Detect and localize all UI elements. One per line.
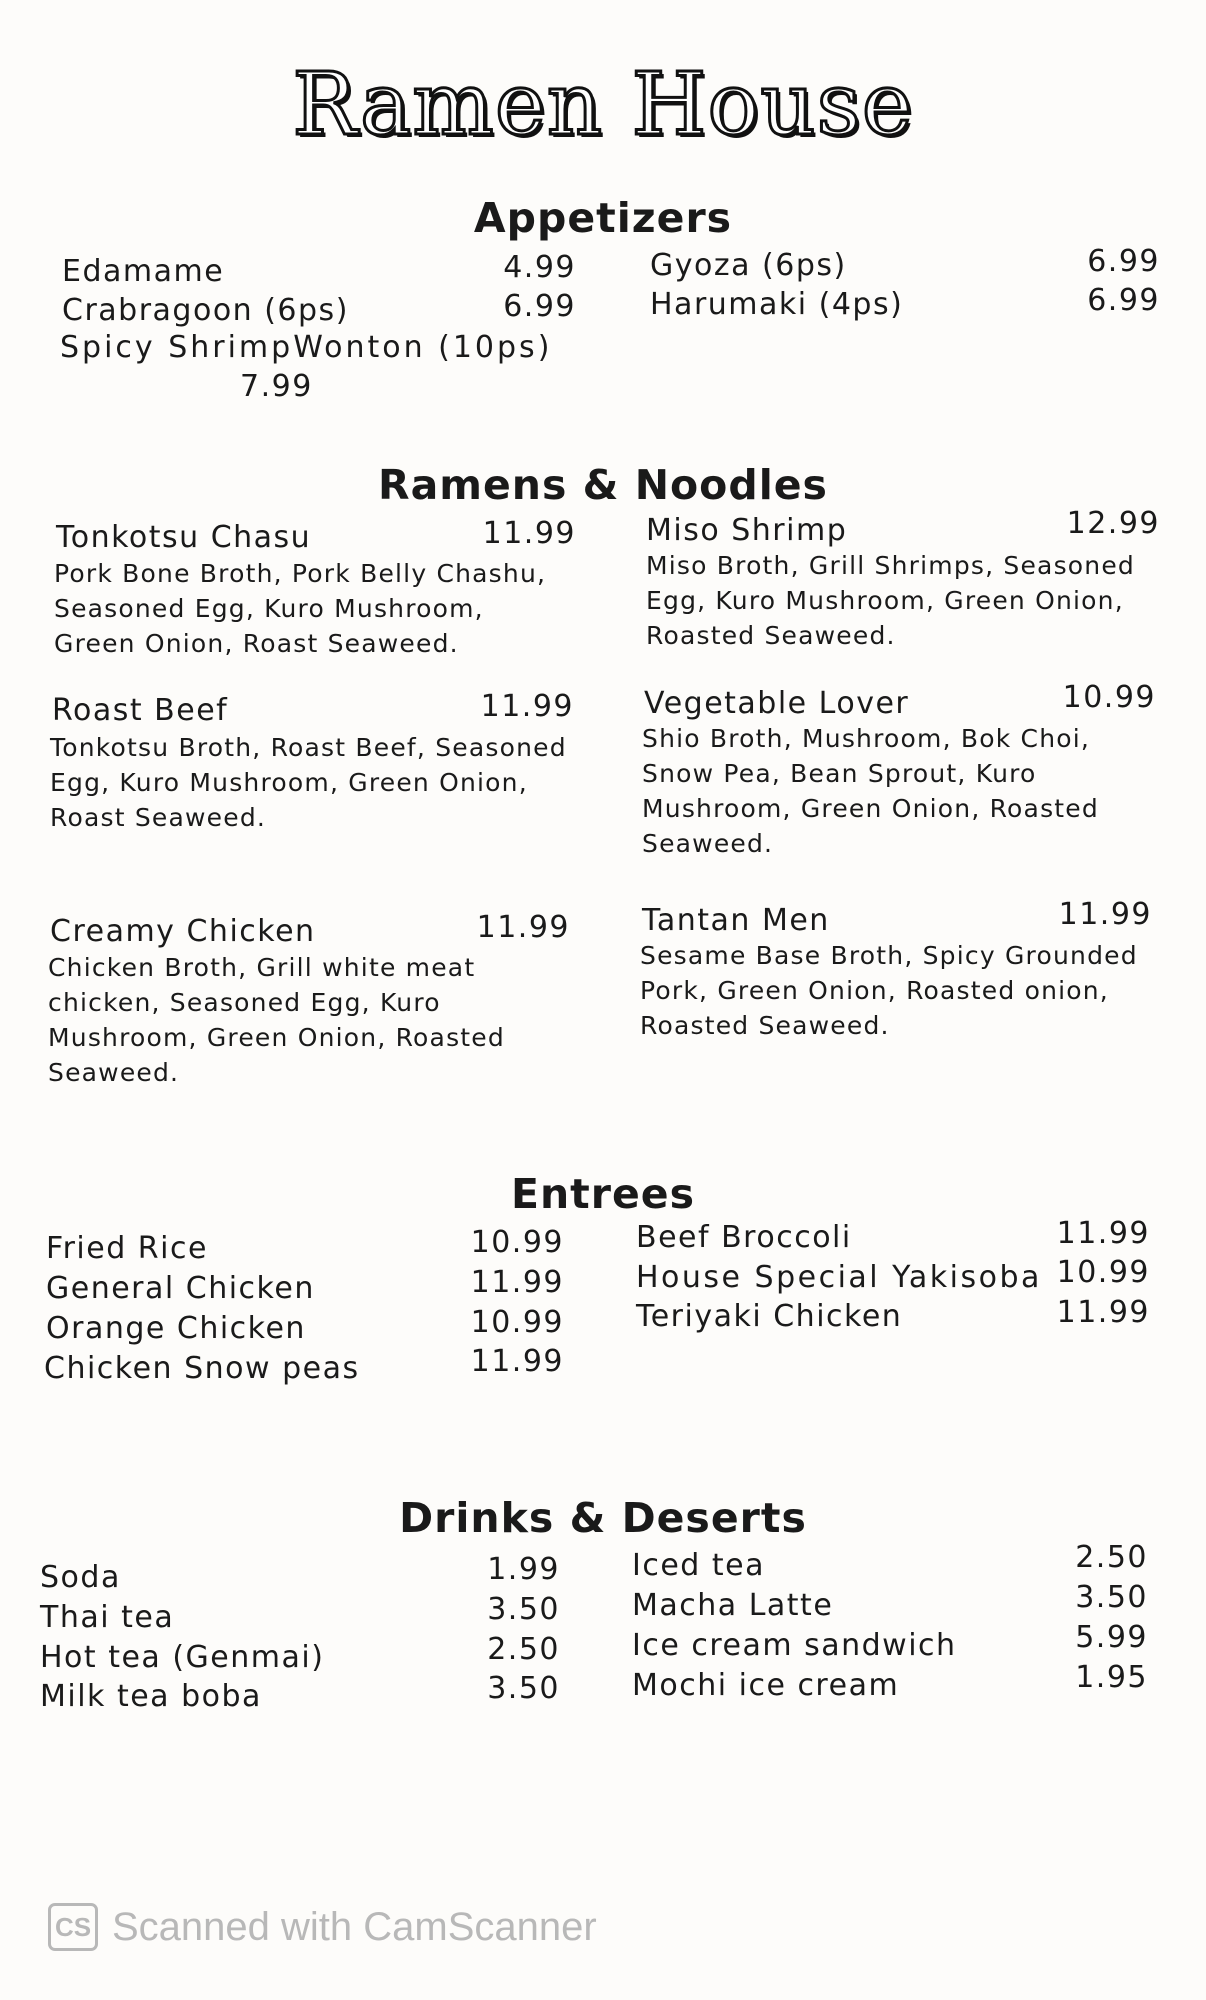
entree-name: Fried Rice [46, 1231, 208, 1266]
camscanner-watermark [48, 1903, 597, 1951]
entree-name: House Special Yakisoba [636, 1260, 1042, 1295]
drink-name: Milk tea boba [40, 1679, 262, 1714]
ramen-name: Roast Beef [52, 693, 229, 728]
drink-price: 3.50 [487, 1592, 560, 1627]
drink-price: 2.50 [487, 1632, 560, 1667]
drink-name: Thai tea [40, 1600, 175, 1635]
ramen-description: Sesame Base Broth, Spicy Grounded Pork, Green Onion, Roasted onion, Roasted Seaweed. [640, 941, 1138, 1040]
drink-name: Hot tea (Genmai) [40, 1640, 325, 1675]
ramens-heading: Ramens & Noodles [378, 461, 828, 509]
ramen-price: 12.99 [1066, 506, 1160, 541]
drink-price: 2.50 [1075, 1540, 1148, 1575]
entrees-heading: Entrees [510, 1170, 696, 1218]
ramen-description: Pork Bone Broth, Pork Belly Chashu, Seasoned Egg, Kuro Mushroom, Green Onion, Roast Seaweed. [54, 559, 547, 658]
appetizer-price: 6.99 [1087, 283, 1160, 318]
appetizer-name: Gyoza (6ps) [650, 248, 847, 283]
ramen-name: Vegetable Lover [644, 686, 910, 721]
entree-name: General Chicken [46, 1271, 315, 1306]
ramen-description: Miso Broth, Grill Shrimps, Seasoned Egg, Kuro Mushroom, Green Onion, Roasted Seaweed. [646, 551, 1135, 650]
appetizer-price: 6.99 [1087, 244, 1160, 279]
drink-name: Mochi ice cream [632, 1668, 900, 1703]
entree-name: Beef Broccoli [636, 1220, 852, 1255]
appetizer-price: 7.99 [240, 369, 313, 404]
entree-name: Chicken Snow peas [44, 1351, 360, 1386]
appetizers-heading: Appetizers [473, 194, 733, 242]
watermark-text: Scanned with CamScanner [112, 1904, 597, 1949]
drink-name: Iced tea [632, 1548, 765, 1583]
drink-price: 5.99 [1075, 1620, 1148, 1655]
drink-price: 1.95 [1075, 1660, 1148, 1695]
ramen-price: 11.99 [480, 689, 574, 724]
entree-price: 11.99 [1056, 1216, 1150, 1251]
ramen-name: Miso Shrimp [646, 513, 848, 548]
ramen-description: Shio Broth, Mushroom, Bok Choi, Snow Pea, Bean Sprout, Kuro Mushroom, Green Onion, Roasted Seaweed. [642, 724, 1099, 858]
appetizer-name: Edamame [62, 254, 225, 289]
entree-name: Teriyaki Chicken [636, 1299, 903, 1334]
ramen-description: Chicken Broth, Grill white meat chicken, Seasoned Egg, Kuro Mushroom, Green Onion, Roasted Seaweed. [48, 953, 505, 1087]
appetizer-price: 6.99 [503, 289, 576, 324]
drink-name: Macha Latte [632, 1588, 834, 1623]
drink-name: Ice cream sandwich [632, 1628, 957, 1663]
ramen-price: 11.99 [482, 516, 576, 551]
entree-price: 10.99 [470, 1225, 564, 1260]
ramen-description: Tonkotsu Broth, Roast Beef, Seasoned Egg, Kuro Mushroom, Green Onion, Roast Seaweed. [50, 733, 567, 832]
entree-price: 10.99 [1056, 1255, 1150, 1290]
drink-price: 1.99 [487, 1552, 560, 1587]
appetizer-price: 4.99 [503, 250, 576, 285]
drink-price: 3.50 [487, 1671, 560, 1706]
entree-price: 10.99 [470, 1305, 564, 1340]
ramen-price: 11.99 [476, 910, 570, 945]
ramen-name: Tonkotsu Chasu [56, 520, 312, 555]
drink-name: Soda [40, 1560, 121, 1595]
ramen-name: Tantan Men [642, 903, 830, 938]
drink-price: 3.50 [1075, 1580, 1148, 1615]
ramen-name: Creamy Chicken [50, 914, 316, 949]
menu-title: Ramen House [292, 55, 914, 155]
ramen-price: 10.99 [1062, 680, 1156, 715]
appetizer-name: Harumaki (4ps) [650, 287, 904, 322]
entree-name: Orange Chicken [46, 1311, 306, 1346]
entree-price: 11.99 [1056, 1295, 1150, 1330]
appetizer-name: Spicy ShrimpWonton (10ps) [60, 330, 553, 365]
entree-price: 11.99 [470, 1344, 564, 1379]
ramen-price: 11.99 [1058, 897, 1152, 932]
camscanner-logo-icon: CS [48, 1903, 98, 1951]
drinks-heading: Drinks & Deserts [399, 1494, 807, 1542]
entree-price: 11.99 [470, 1265, 564, 1300]
appetizer-name: Crabragoon (6ps) [62, 293, 349, 328]
